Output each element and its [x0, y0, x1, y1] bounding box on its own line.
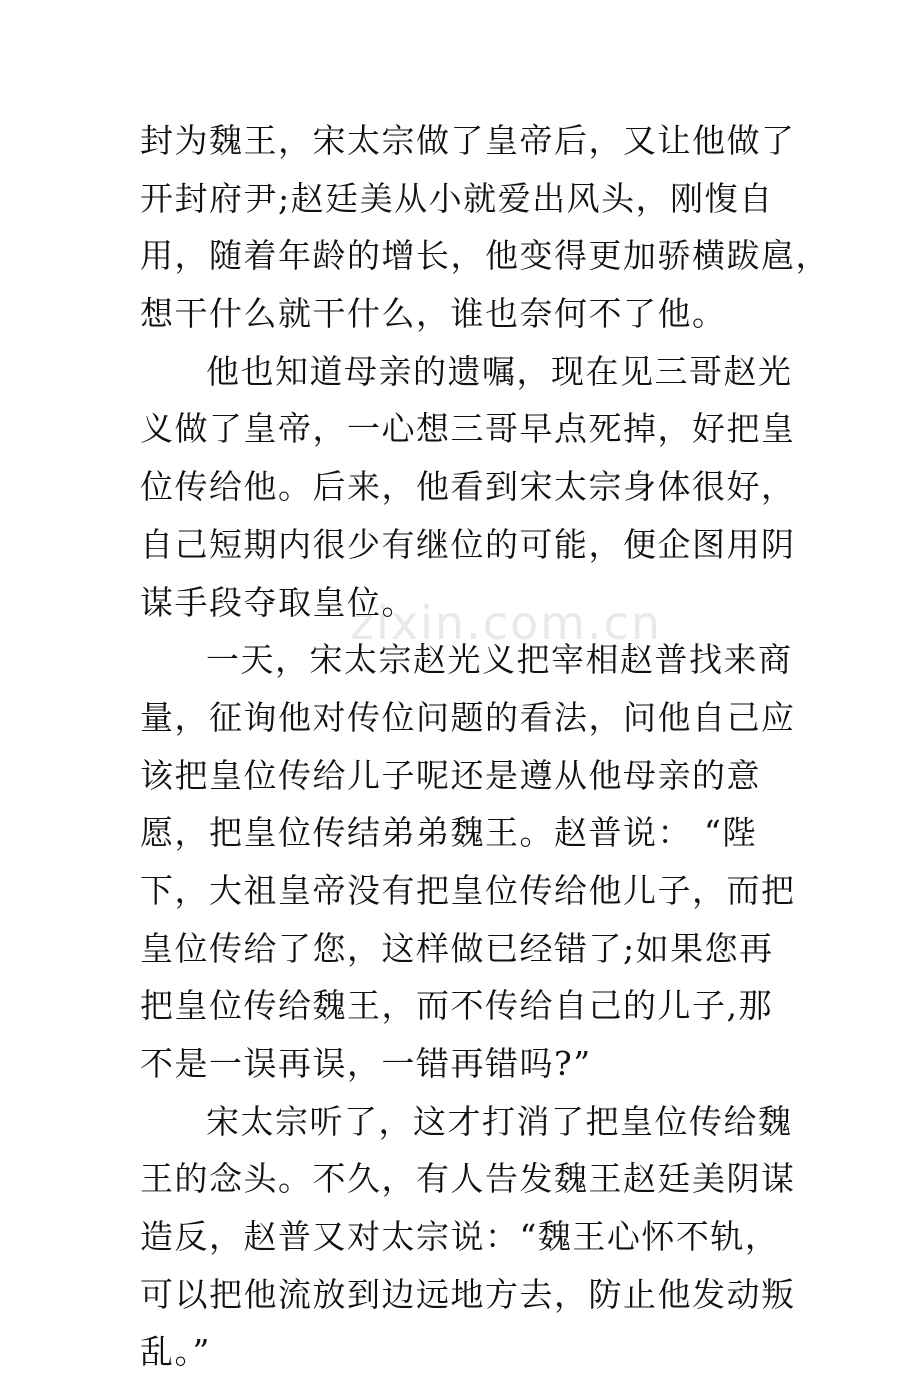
text-line: 自己短期内很少有继位的可能，便企图用阴	[140, 524, 796, 564]
paragraph	[140, 112, 830, 343]
text-line: 谋手段夺取皇位。	[140, 582, 416, 622]
text-line: 愿，把皇位传结弟弟魏王。赵普说： “陛	[140, 813, 757, 853]
text-line: 开封府尹;赵廷美从小就爱出风头，刚愎自	[140, 178, 774, 218]
text-line: 想干什么就干什么，谁也奈何不了他。	[140, 294, 727, 334]
text-line: 皇位传给了您，这样做已经错了;如果您再	[140, 928, 774, 968]
document-body	[140, 112, 830, 1381]
text-line: 位传给他。后来，他看到宋太宗身体很好，	[140, 467, 796, 507]
watermark: zixin.com.cn	[350, 596, 663, 650]
text-line: 封为魏王，宋太宗做了皇帝后，又让他做了	[140, 121, 796, 160]
text-line: 量，征询他对传位问题的看法，问他自己应	[140, 697, 796, 737]
text-line: 乱。”	[140, 1332, 211, 1372]
text-line: 该把皇位传给儿子呢还是遵从他母亲的意	[140, 755, 761, 795]
paragraph	[140, 343, 800, 631]
text-line: 王的念头。不久，有人告发魏王赵廷美阴谋	[140, 1159, 796, 1199]
text-line: 把皇位传给魏王，而不传给自己的儿子,那	[140, 986, 773, 1026]
text-line: 下，大祖皇帝没有把皇位传给他儿子，而把	[140, 870, 796, 910]
paragraph	[140, 631, 800, 1093]
text-line: 用，随着年龄的增长，他变得更加骄横跋扈，	[140, 236, 830, 276]
text-line: 可以把他流放到边远地方去，防止他发动叛	[140, 1274, 796, 1314]
text-line: 他也知道母亲的遗嘱，现在见三哥赵光	[206, 351, 793, 391]
text-line: 不是一误再误，一错再错吗?”	[140, 1044, 592, 1083]
text-line: 宋太宗听了，这才打消了把皇位传给魏	[206, 1101, 793, 1141]
text-line: 义做了皇帝，一心想三哥早点死掉，好把皇	[140, 409, 796, 449]
text-line: 造反，赵普又对太宗说：“魏王心怀不轨，	[140, 1217, 780, 1257]
text-line: 一天，宋太宗赵光义把宰相赵普找来商	[206, 640, 793, 680]
paragraph	[140, 1093, 800, 1381]
